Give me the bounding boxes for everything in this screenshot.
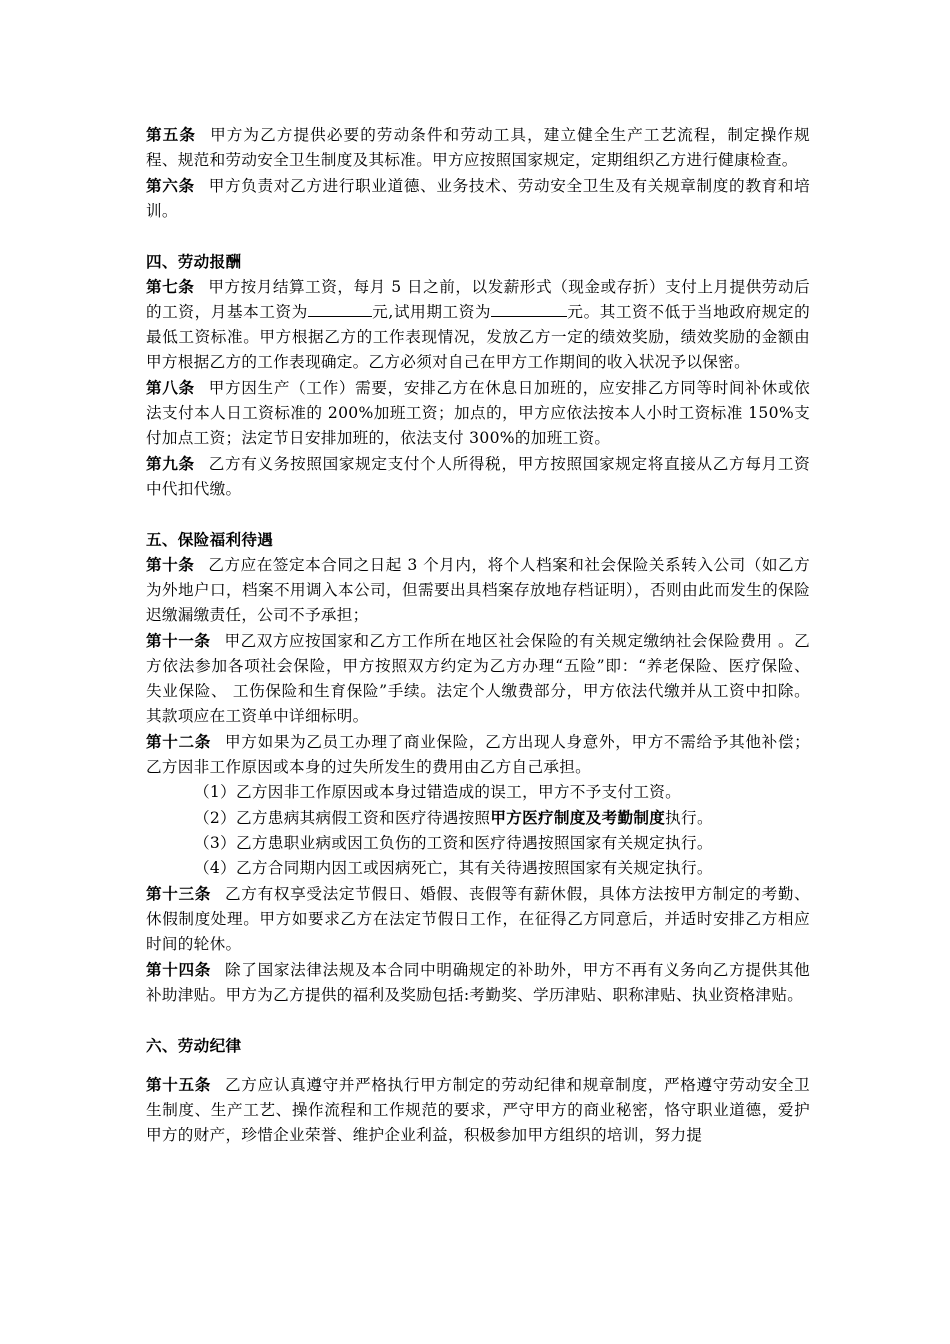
- list-item-text: （2）乙方患病其病假工资和医疗待遇按照: [194, 809, 491, 827]
- article-text: 乙方有义务按照国家规定支付个人所得税，甲方按照国家规定将直接从乙方每月工资中代扣代缴。: [146, 455, 810, 498]
- spacer: [146, 1058, 810, 1072]
- article-text: 除了国家法律法规及本合同中明确规定的补助外，甲方不再有义务向乙方提供其他补助津贴。甲方为乙方提供的福利及奖励包括:考勤奖、学历津贴、职称津贴、执业资格津贴。: [146, 961, 810, 1004]
- spacer: [146, 502, 810, 527]
- article-number: 第八条: [146, 378, 195, 397]
- list-item: [146, 805, 810, 831]
- article-number: 第十二条: [146, 732, 212, 751]
- article-text: 元。其工资不低于当地政府规定的最低工资标准。甲方根据乙方的工作表现情况，发放乙方一定的绩效奖励，绩效奖励的金额由甲方根据乙方的工作表现确定。乙方必须对自己在甲方工作期间的收入状况予以保密。: [146, 303, 810, 371]
- article-14: [146, 957, 810, 1008]
- list-item-text: 执行。: [665, 809, 713, 827]
- spacer: [146, 224, 810, 249]
- article-10: [146, 552, 810, 628]
- section-title-insurance: 五、保险福利待遇: [146, 530, 274, 549]
- article-text: 甲方按月结算工资，每月 5 日之前，以发薪形式（现金或存折）支付上月提供劳动后的工资，月基本工资为: [146, 278, 810, 321]
- article-text: 甲方负责对乙方进行职业道德、业务技术、劳动安全卫生及有关规章制度的教育和培训。: [146, 177, 810, 220]
- article-8: [146, 375, 810, 451]
- article-9: [146, 451, 810, 502]
- contract-page: [146, 122, 810, 1148]
- article-11: [146, 628, 810, 729]
- section-title-remuneration: 四、劳动报酬: [146, 252, 242, 271]
- article-12: [146, 729, 810, 780]
- article-text: 甲乙双方应按国家和乙方工作所在地区社会保险的有关规定缴纳社会保险费用 。乙方依法参加各项社会保险，甲方按照双方约定为乙方办理“五险”即：“养老保险、医疗保险、 失业保险、 工伤保险和生育保险”手续。法定个人缴费部分，甲方依法代缴并从工资中扣除。其款项应在工资单中详细标明。: [146, 632, 811, 725]
- list-item: （1）乙方因非工作原因或本身过错造成的误工，甲方不予支付工资。: [194, 783, 682, 801]
- article-text: 甲方为乙方提供必要的劳动条件和劳动工具，建立健全生产工艺流程，制定操作规程、规范和劳动安全卫生制度及其标准。甲方应按照国家规定，定期组织乙方进行健康检查。: [146, 126, 810, 169]
- list-item: （4）乙方合同期内因工或因病死亡，其有关待遇按照国家有关规定执行。: [194, 859, 713, 877]
- article-text: 乙方应在签定本合同之日起 3 个月内，将个人档案和社会保险关系转入公司（如乙方为外地户口，档案不用调入本公司，但需要出具档案存放地存档证明），否则由此而发生的保险迟缴漏缴责任，公司不予承担；: [146, 556, 810, 624]
- list-item: （3）乙方患职业病或因工负伤的工资和医疗待遇按照国家有关规定执行。: [194, 834, 713, 852]
- article-number: 第十条: [146, 555, 195, 574]
- article-text: 甲方如果为乙员工办理了商业保险，乙方出现人身意外，甲方不需给予其他补偿； 乙方因非工作原因或本身的过失所发生的费用由乙方自己承担。: [146, 733, 810, 776]
- article-number: 第十五条: [146, 1075, 212, 1094]
- section-title-discipline: 六、劳动纪律: [146, 1036, 242, 1055]
- article-number: 第十四条: [146, 960, 212, 979]
- article-number: 第十一条: [146, 631, 211, 650]
- article-6: [146, 173, 810, 224]
- article-number: 第六条: [146, 176, 195, 195]
- article-text: 乙方有权享受法定节假日、婚假、丧假等有薪休假，具体方法按甲方制定的考勤、休假制度处理。甲方如要求乙方在法定节假日工作，在征得乙方同意后，并适时安排乙方相应时间的轮休。: [146, 885, 810, 953]
- list-item-emphasis: 甲方医疗制度及考勤制度: [490, 808, 666, 827]
- article-5: [146, 122, 810, 173]
- spacer: [146, 1008, 810, 1033]
- article-number: 第十三条: [146, 884, 212, 903]
- article-number: 第九条: [146, 454, 195, 473]
- article-15: [146, 1072, 810, 1148]
- article-text: 甲方因生产（工作）需要，安排乙方在休息日加班的，应安排乙方同等时间补休或依法支付本人日工资标准的 200%加班工资；加点的，甲方应依法按本人小时工资标准 150%支付加点工资；法定节日安排加班的，依法支付 300%的加班工资。: [146, 379, 810, 447]
- probation-salary-blank: [491, 300, 567, 317]
- article-number: 第七条: [146, 277, 195, 296]
- article-7: [146, 274, 810, 375]
- article-13: [146, 881, 810, 957]
- article-text: 元,试用期工资为: [371, 303, 492, 321]
- article-number: 第五条: [146, 125, 197, 144]
- article-text: 乙方应认真遵守并严格执行甲方制定的劳动纪律和规章制度，严格遵守劳动安全卫生制度、生产工艺、操作流程和工作规范的要求，严守甲方的商业秘密，恪守职业道德，爱护甲方的财产，珍惜企业荣誉、维护企业利益，积极参加甲方组织的培训，努力提: [146, 1076, 810, 1144]
- salary-blank: [308, 300, 372, 317]
